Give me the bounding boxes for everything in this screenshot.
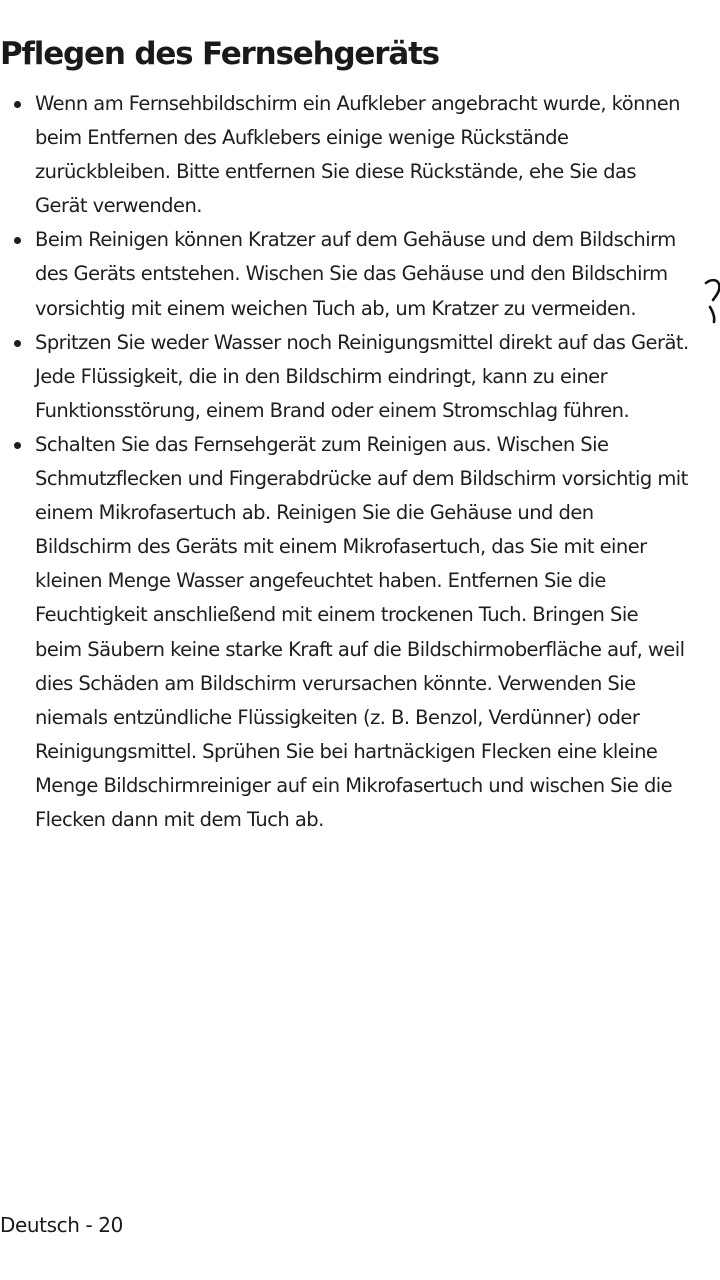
list-item-text: Wenn am Fernsehbildschirm ein Aufkleber angebracht wurde, können beim Entfernen des Aufklebers einige wenige Rückstände zurückbleiben. Bitte entfernen Sie diese Rückstände, ehe Sie das Gerät verwenden.	[35, 92, 680, 218]
list-item	[0, 223, 690, 325]
care-instructions-list	[0, 87, 690, 837]
pen-stroke-icon	[704, 276, 720, 326]
list-item-text: Beim Reinigen können Kratzer auf dem Gehäuse und dem Bildschirm des Geräts entstehen. Wischen Sie das Gehäuse und den Bildschirm vorsichtig mit einem weichen Tuch ab, um Kratzer zu vermeiden.	[35, 228, 676, 320]
page-number: Deutsch - 20	[0, 1213, 123, 1237]
list-item	[0, 428, 690, 837]
list-item-text: Spritzen Sie weder Wasser noch Reinigungsmittel direkt auf das Gerät. Jede Flüssigkeit, die in den Bildschirm eindringt, kann zu einer Funktionsstörung, einem Brand oder einem Stromschlag führen.	[35, 330, 689, 422]
bullet-dot-icon	[14, 442, 21, 449]
list-item	[0, 87, 690, 223]
list-item-text: Schalten Sie das Fernsehgerät zum Reinigen aus. Wischen Sie Schmutzflecken und Fingerabdrücke auf dem Bildschirm vorsichtig mit einem Mikrofasertuch ab. Reinigen Sie die Gehäuse und den Bildschirm des Geräts mit einem Mikrofasertuch, das Sie mit einer kleinen Menge Wasser angefeuchtet haben. Entfernen Sie die Feuchtigkeit anschließend mit einem trockenen Tuch. Bringen Sie beim Säubern keine starke Kraft auf die Bildschirmoberfläche auf, weil dies Schäden am Bildschirm verursachen könnte. Verwenden Sie niemals entzündliche Flüssigkeiten (z. B. Benzol, Verdünner) oder Reinigungsmittel. Sprühen Sie bei hartnäckigen Flecken eine kleine Menge Bildschirmreiniger auf ein Mikrofasertuch und wischen Sie die Flecken dann mit dem Tuch ab.	[35, 432, 688, 831]
page-title: Pflegen des Fernsehgeräts	[0, 36, 439, 72]
bullet-dot-icon	[14, 237, 21, 244]
bullet-dot-icon	[14, 340, 21, 347]
list-item	[0, 326, 690, 428]
bullet-dot-icon	[14, 101, 21, 108]
